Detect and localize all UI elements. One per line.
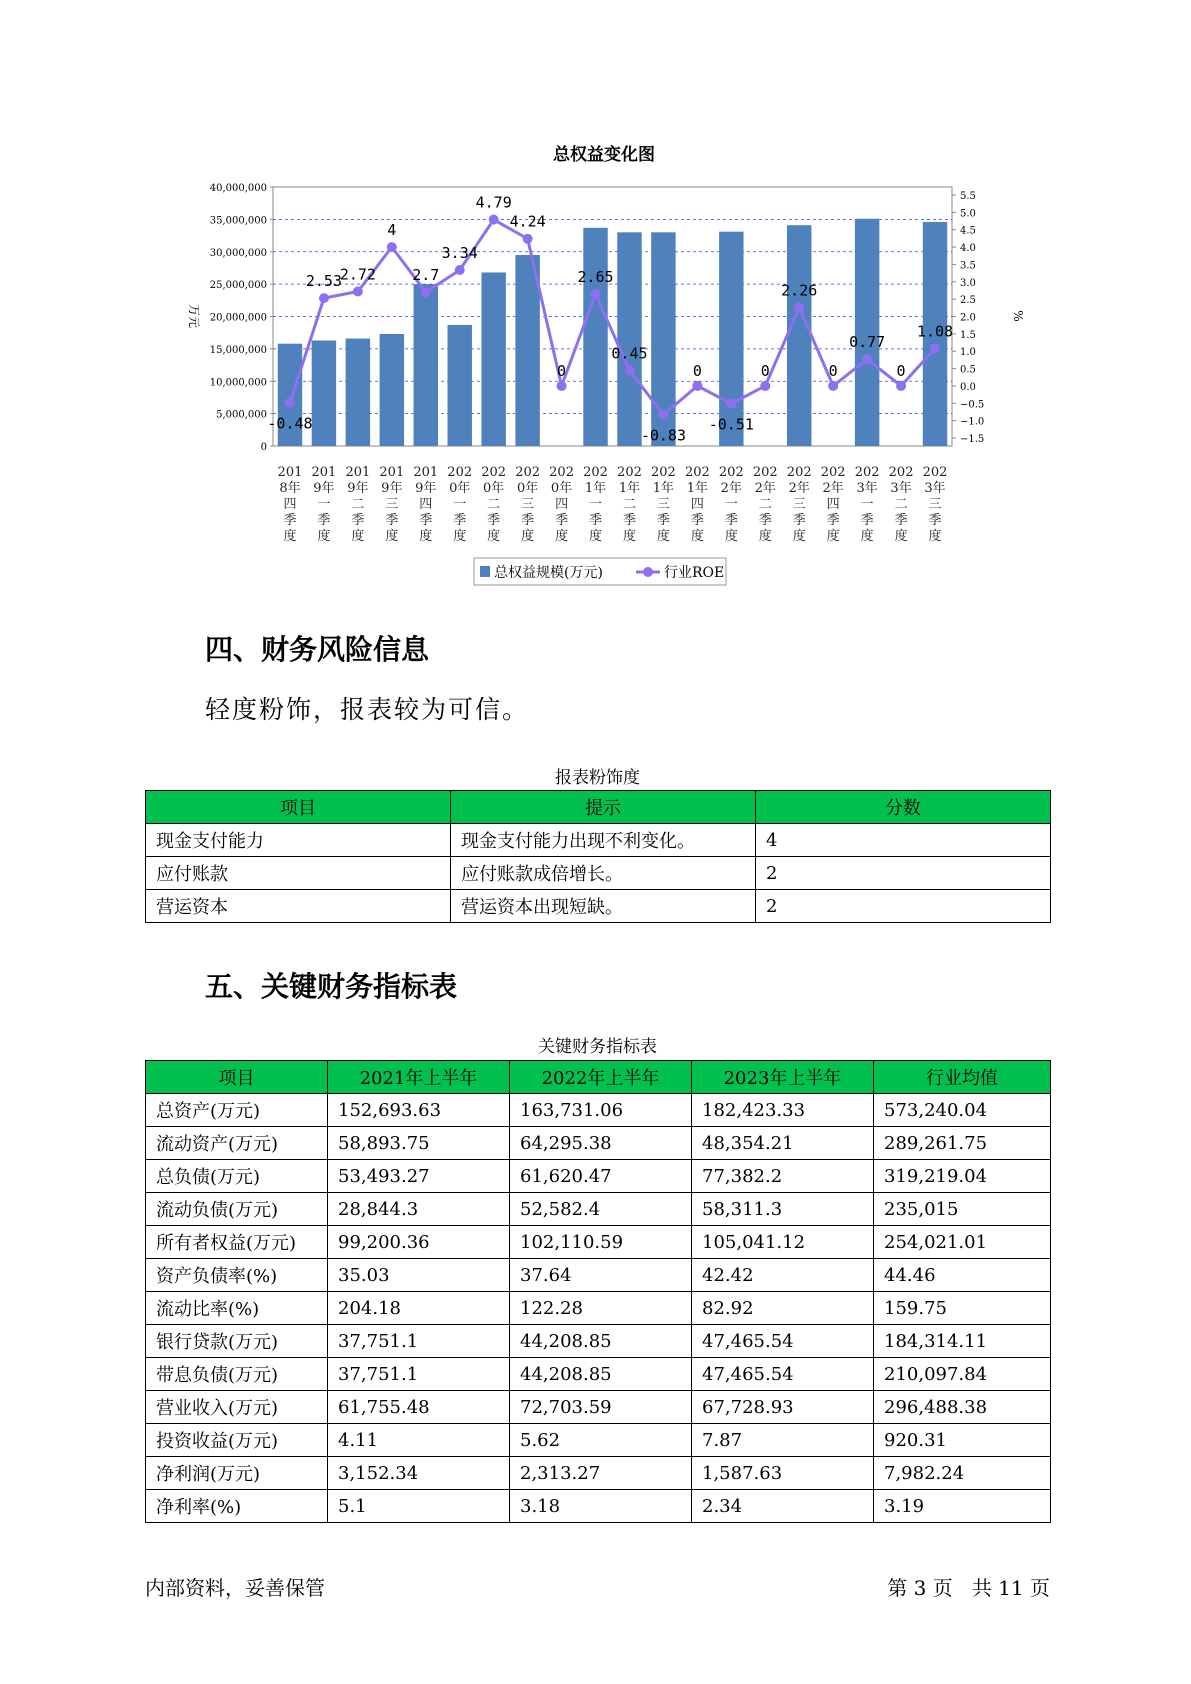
x-tick-label: 202 xyxy=(617,465,642,480)
x-tick-label: 四 xyxy=(555,497,569,512)
x-tick-label: 季 xyxy=(521,513,535,528)
risk-table-caption: 报表粉饰度 xyxy=(555,768,640,788)
y-left-tick-label: 40,000,000 xyxy=(209,183,267,194)
x-tick-label: 一 xyxy=(860,497,874,512)
table-cell: 77,382.2 xyxy=(692,1160,874,1193)
roe-data-label: -0.48 xyxy=(267,414,313,433)
table-cell: 流动比率(%) xyxy=(146,1292,328,1325)
legend-line-marker xyxy=(643,567,653,577)
x-tick-label: 202 xyxy=(515,465,541,480)
y-right-tick-label: 3.5 xyxy=(960,260,976,272)
roe-point xyxy=(624,365,634,375)
x-tick-label: 度 xyxy=(351,529,365,544)
table-cell: 204.18 xyxy=(328,1292,510,1325)
table-cell: 72,703.59 xyxy=(510,1391,692,1424)
table-cell: 2 xyxy=(756,890,1051,923)
table-cell: 37,751.1 xyxy=(328,1358,510,1391)
table-row xyxy=(146,1160,1051,1193)
x-tick-label: 202 xyxy=(651,465,676,480)
table-cell: 2,313.27 xyxy=(510,1457,692,1490)
y-right-tick-label: −0.5 xyxy=(960,399,985,411)
roe-data-label: -0.51 xyxy=(708,415,754,434)
roe-point xyxy=(353,287,363,297)
y-left-tick-label: 25,000,000 xyxy=(209,280,267,292)
x-tick-label: 202 xyxy=(481,465,507,480)
roe-data-label: 1.08 xyxy=(916,322,954,341)
x-tick-label: 一 xyxy=(317,497,331,512)
table-cell: 净利润(万元) xyxy=(146,1457,328,1490)
x-tick-label: 201 xyxy=(311,465,337,480)
y-right-tick-label: 0.0 xyxy=(960,381,976,393)
header-cell: 提示 xyxy=(451,791,756,824)
x-tick-label: 季 xyxy=(589,513,603,528)
y-left-tick-label: 35,000,000 xyxy=(209,215,267,227)
table-cell: 53,493.27 xyxy=(328,1160,510,1193)
roe-point xyxy=(692,381,702,391)
x-tick-label: 二 xyxy=(758,497,772,512)
table-cell: 44.46 xyxy=(874,1259,1051,1292)
table-cell: 3.19 xyxy=(874,1490,1051,1523)
x-tick-label: 季 xyxy=(453,513,467,528)
table-cell: 210,097.84 xyxy=(874,1358,1051,1391)
roe-data-label: 4.24 xyxy=(509,212,546,231)
x-tick-label: 202 xyxy=(922,465,948,480)
table-cell: 254,021.01 xyxy=(874,1226,1051,1259)
y-right-tick-label: 1.0 xyxy=(960,347,976,359)
x-tick-label: 202 xyxy=(718,465,744,480)
table-cell: 所有者权益(万元) xyxy=(146,1226,328,1259)
table-cell: 105,041.12 xyxy=(692,1226,874,1259)
x-tick-label: 二 xyxy=(487,497,501,512)
table-cell: 银行贷款(万元) xyxy=(146,1325,328,1358)
table-cell: 3.18 xyxy=(510,1490,692,1523)
y-right-tick-label: 5.5 xyxy=(960,191,976,202)
y-left-tick-label: 5,000,000 xyxy=(216,409,267,421)
roe-data-label: 0 xyxy=(557,361,567,380)
indicators-table-caption: 关键财务指标表 xyxy=(538,1037,657,1057)
y-left-tick-label: 10,000,000 xyxy=(209,377,267,389)
roe-data-label: 2.65 xyxy=(577,267,614,286)
table-cell: 159.75 xyxy=(874,1292,1051,1325)
table-row xyxy=(146,1292,1051,1325)
x-tick-label: 季 xyxy=(622,513,636,528)
x-tick-label: 一 xyxy=(724,497,738,512)
table-cell: 带息负债(万元) xyxy=(146,1358,328,1391)
x-tick-label: 202 xyxy=(854,465,880,480)
x-tick-label: 度 xyxy=(419,529,433,544)
table-cell: 61,620.47 xyxy=(510,1160,692,1193)
footer-page-number: 第 3 页 共 11 页 xyxy=(887,1576,1050,1600)
y-right-tick-label: 3.0 xyxy=(960,277,976,289)
x-tick-label: 度 xyxy=(690,529,704,544)
x-tick-label: 二 xyxy=(351,497,365,512)
roe-data-label: 0.45 xyxy=(611,344,648,363)
roe-point xyxy=(760,381,770,391)
table-cell: 5.1 xyxy=(328,1490,510,1523)
bar xyxy=(787,225,811,446)
x-tick-label: 度 xyxy=(826,529,840,544)
x-tick-label: 季 xyxy=(860,513,874,528)
x-tick-label: 度 xyxy=(724,529,738,544)
table-row xyxy=(146,1226,1051,1259)
table-cell: 47,465.54 xyxy=(692,1358,874,1391)
roe-data-label: 2.72 xyxy=(339,265,376,284)
x-tick-label: 9年 xyxy=(313,481,335,496)
roe-point xyxy=(523,234,533,244)
x-tick-label: 季 xyxy=(351,513,365,528)
roe-point xyxy=(658,410,668,420)
x-tick-label: 季 xyxy=(724,513,738,528)
bar xyxy=(719,232,743,446)
table-cell: 163,731.06 xyxy=(510,1094,692,1127)
x-tick-label: 202 xyxy=(583,465,608,480)
y-left-tick-label: 30,000,000 xyxy=(209,247,267,259)
bar xyxy=(346,339,370,446)
roe-point xyxy=(489,215,499,225)
x-tick-label: 202 xyxy=(684,465,710,480)
table-cell: 573,240.04 xyxy=(874,1094,1051,1127)
x-tick-label: 季 xyxy=(487,513,501,528)
table-cell: 流动负债(万元) xyxy=(146,1193,328,1226)
footer-confidential: 内部资料，妥善保管 xyxy=(145,1576,325,1600)
table-cell: 投资收益(万元) xyxy=(146,1424,328,1457)
table-cell: 64,295.38 xyxy=(510,1127,692,1160)
table-cell: 2.34 xyxy=(692,1490,874,1523)
table-cell: 28,844.3 xyxy=(328,1193,510,1226)
x-tick-label: 季 xyxy=(317,513,331,528)
table-cell: 1,587.63 xyxy=(692,1457,874,1490)
x-tick-label: 0年 xyxy=(550,481,573,496)
bar xyxy=(448,325,472,446)
section-heading-financial-risk: 四、财务风险信息 xyxy=(205,633,430,666)
x-tick-label: 度 xyxy=(283,529,297,544)
x-tick-label: 9年 xyxy=(381,481,403,496)
x-tick-label: 1年 xyxy=(652,481,675,496)
roe-data-label: 0 xyxy=(692,361,702,380)
table-cell: 152,693.63 xyxy=(328,1094,510,1127)
x-tick-label: 2年 xyxy=(720,481,742,496)
x-tick-label: 四 xyxy=(419,497,433,512)
table-cell: 现金支付能力 xyxy=(146,824,451,857)
y-axis-left-label: 万元 xyxy=(187,303,201,329)
roe-point xyxy=(557,381,567,391)
table-cell: 37,751.1 xyxy=(328,1325,510,1358)
x-tick-label: 201 xyxy=(345,465,371,480)
y-right-tick-label: −1.0 xyxy=(960,416,985,428)
table-cell: 48,354.21 xyxy=(692,1127,874,1160)
y-axis-right-label: % xyxy=(1011,310,1025,322)
x-tick-label: 季 xyxy=(690,513,704,528)
y-left-tick-label: 0 xyxy=(260,442,267,453)
roe-data-label: 2.26 xyxy=(781,281,818,300)
table-cell: 2 xyxy=(756,857,1051,890)
table-cell: 52,582.4 xyxy=(510,1193,692,1226)
bar xyxy=(380,334,404,446)
table-cell: 47,465.54 xyxy=(692,1325,874,1358)
table-cell: 应付账款成倍增长。 xyxy=(451,857,756,890)
key-indicators-table xyxy=(145,1060,1051,1523)
x-tick-label: 3年 xyxy=(924,481,946,496)
table-cell: 营运资本出现短缺。 xyxy=(451,890,756,923)
table-cell: 4 xyxy=(756,824,1051,857)
bar xyxy=(515,255,539,446)
table-cell: 总资产(万元) xyxy=(146,1094,328,1127)
table-row xyxy=(146,824,1051,857)
x-tick-label: 度 xyxy=(589,529,603,544)
x-tick-label: 3年 xyxy=(890,481,912,496)
table-row xyxy=(146,1094,1051,1127)
table-row xyxy=(146,890,1051,923)
bar xyxy=(617,232,641,446)
table-cell: 7,982.24 xyxy=(874,1457,1051,1490)
x-tick-label: 度 xyxy=(758,529,772,544)
x-tick-label: 0年 xyxy=(516,481,539,496)
table-row xyxy=(146,1490,1051,1523)
table-cell: 920.31 xyxy=(874,1424,1051,1457)
y-right-tick-label: 0.5 xyxy=(960,364,976,376)
x-tick-label: 季 xyxy=(385,513,399,528)
equity-chart xyxy=(160,130,1030,590)
x-tick-label: 2年 xyxy=(822,481,844,496)
header-cell: 行业均值 xyxy=(874,1061,1051,1094)
chart-title: 总权益变化图 xyxy=(553,145,655,165)
x-tick-label: 8年 xyxy=(279,481,301,496)
table-cell: 122.28 xyxy=(510,1292,692,1325)
x-tick-label: 四 xyxy=(690,497,704,512)
table-cell: 37.64 xyxy=(510,1259,692,1292)
whitewash-table xyxy=(145,790,1051,923)
table-cell: 182,423.33 xyxy=(692,1094,874,1127)
table-cell: 总负债(万元) xyxy=(146,1160,328,1193)
roe-point xyxy=(828,381,838,391)
roe-data-label: 0.77 xyxy=(849,333,886,352)
roe-data-label: 0 xyxy=(760,361,770,380)
x-tick-label: 一 xyxy=(453,497,467,512)
table-header-row xyxy=(146,791,1051,824)
table-cell: 7.87 xyxy=(692,1424,874,1457)
x-tick-label: 度 xyxy=(792,529,806,544)
y-right-tick-label: 2.5 xyxy=(960,295,976,307)
bar xyxy=(414,284,438,446)
x-tick-label: 3年 xyxy=(856,481,878,496)
y-left-tick-label: 15,000,000 xyxy=(209,344,267,356)
x-tick-label: 度 xyxy=(555,529,569,544)
roe-data-label: 2.7 xyxy=(412,266,440,285)
x-tick-label: 四 xyxy=(283,497,297,512)
table-cell: 资产负债率(%) xyxy=(146,1259,328,1292)
x-tick-label: 三 xyxy=(928,497,942,512)
x-tick-label: 二 xyxy=(894,497,908,512)
table-cell: 99,200.36 xyxy=(328,1226,510,1259)
table-cell: 35.03 xyxy=(328,1259,510,1292)
table-row xyxy=(146,1391,1051,1424)
x-tick-label: 度 xyxy=(317,529,331,544)
roe-data-label: 4.79 xyxy=(475,193,512,212)
x-tick-label: 202 xyxy=(752,465,778,480)
x-tick-label: 201 xyxy=(379,465,405,480)
x-tick-label: 9年 xyxy=(415,481,437,496)
table-cell: 42.42 xyxy=(692,1259,874,1292)
roe-point xyxy=(930,343,940,353)
header-cell: 项目 xyxy=(146,791,451,824)
table-row xyxy=(146,1127,1051,1160)
x-tick-label: 0年 xyxy=(449,481,471,496)
x-tick-label: 季 xyxy=(928,513,942,528)
table-cell: 流动资产(万元) xyxy=(146,1127,328,1160)
risk-summary-text: 轻度粉饰，报表较为可信。 xyxy=(205,695,530,724)
table-cell: 102,110.59 xyxy=(510,1226,692,1259)
x-tick-label: 二 xyxy=(622,497,636,512)
table-cell: 5.62 xyxy=(510,1424,692,1457)
roe-data-label: -0.83 xyxy=(640,426,687,445)
x-tick-label: 季 xyxy=(555,513,569,528)
table-row xyxy=(146,1325,1051,1358)
table-row xyxy=(146,1457,1051,1490)
roe-point xyxy=(319,293,329,303)
roe-data-label: 2.53 xyxy=(305,272,342,291)
table-cell: 4.11 xyxy=(328,1424,510,1457)
x-tick-label: 季 xyxy=(792,513,806,528)
x-tick-label: 度 xyxy=(860,529,874,544)
y-right-tick-label: 2.0 xyxy=(960,312,976,324)
x-tick-label: 2年 xyxy=(754,481,776,496)
x-tick-label: 三 xyxy=(656,497,670,512)
x-tick-label: 度 xyxy=(894,529,908,544)
x-tick-label: 季 xyxy=(826,513,840,528)
header-cell: 2022年上半年 xyxy=(510,1061,692,1094)
x-tick-label: 度 xyxy=(928,529,942,544)
bar xyxy=(583,228,607,446)
x-tick-label: 202 xyxy=(888,465,914,480)
x-tick-label: 季 xyxy=(656,513,670,528)
x-tick-label: 度 xyxy=(453,529,467,544)
roe-point xyxy=(421,287,431,297)
roe-point xyxy=(387,242,397,252)
x-tick-label: 季 xyxy=(419,513,433,528)
table-row xyxy=(146,1424,1051,1457)
header-cell: 分数 xyxy=(756,791,1051,824)
bar xyxy=(481,272,505,446)
roe-data-label: 0 xyxy=(828,361,838,380)
table-cell: 44,208.85 xyxy=(510,1358,692,1391)
table-cell: 289,261.75 xyxy=(874,1127,1051,1160)
x-tick-label: 202 xyxy=(820,465,846,480)
table-cell: 应付账款 xyxy=(146,857,451,890)
table-header-row xyxy=(146,1061,1051,1094)
bar xyxy=(312,340,336,446)
table-cell: 319,219.04 xyxy=(874,1160,1051,1193)
roe-data-label: 3.34 xyxy=(441,243,478,262)
table-row xyxy=(146,1358,1051,1391)
legend-bar-swatch xyxy=(480,566,490,577)
x-tick-label: 季 xyxy=(758,513,772,528)
roe-point xyxy=(794,302,804,312)
x-tick-label: 度 xyxy=(622,529,636,544)
roe-point xyxy=(455,265,465,275)
x-tick-label: 四 xyxy=(826,497,840,512)
roe-point xyxy=(862,354,872,364)
x-tick-label: 202 xyxy=(786,465,812,480)
table-cell: 58,311.3 xyxy=(692,1193,874,1226)
y-right-tick-label: 4.0 xyxy=(960,243,976,255)
x-tick-label: 季 xyxy=(894,513,908,528)
y-right-tick-label: −1.5 xyxy=(960,434,985,445)
table-cell: 44,208.85 xyxy=(510,1325,692,1358)
x-tick-label: 202 xyxy=(447,465,473,480)
section-heading-key-indicators: 五、关键财务指标表 xyxy=(205,970,458,1003)
x-tick-label: 度 xyxy=(385,529,399,544)
x-tick-label: 三 xyxy=(521,497,535,512)
header-cell: 项目 xyxy=(146,1061,328,1094)
table-cell: 184,314.11 xyxy=(874,1325,1051,1358)
x-tick-label: 1年 xyxy=(686,481,709,496)
roe-point xyxy=(591,289,601,299)
header-cell: 2023年上半年 xyxy=(692,1061,874,1094)
table-row xyxy=(146,857,1051,890)
x-tick-label: 2年 xyxy=(788,481,810,496)
x-tick-label: 三 xyxy=(792,497,806,512)
legend-bar-label: 总权益规模(万元) xyxy=(494,565,603,581)
roe-point xyxy=(896,381,906,391)
table-cell: 营业收入(万元) xyxy=(146,1391,328,1424)
table-cell: 61,755.48 xyxy=(328,1391,510,1424)
table-cell: 营运资本 xyxy=(146,890,451,923)
x-tick-label: 201 xyxy=(413,465,439,480)
y-right-tick-label: 1.5 xyxy=(960,329,976,341)
table-cell: 296,488.38 xyxy=(874,1391,1051,1424)
legend-line-label: 行业ROE xyxy=(664,565,725,581)
roe-data-label: 0 xyxy=(896,361,906,380)
y-right-tick-label: 4.5 xyxy=(960,225,976,237)
table-cell: 现金支付能力出现不利变化。 xyxy=(451,824,756,857)
roe-point xyxy=(285,398,295,408)
y-right-tick-label: 5.0 xyxy=(960,208,976,220)
table-row xyxy=(146,1259,1051,1292)
x-tick-label: 一 xyxy=(589,497,603,512)
table-cell: 67,728.93 xyxy=(692,1391,874,1424)
x-tick-label: 度 xyxy=(656,529,670,544)
table-cell: 235,015 xyxy=(874,1193,1051,1226)
x-tick-label: 三 xyxy=(385,497,399,512)
table-cell: 3,152.34 xyxy=(328,1457,510,1490)
x-tick-label: 1年 xyxy=(618,481,641,496)
x-tick-label: 9年 xyxy=(347,481,369,496)
x-tick-label: 度 xyxy=(487,529,501,544)
roe-point xyxy=(726,399,736,409)
roe-data-label: 4 xyxy=(387,221,397,240)
x-tick-label: 0年 xyxy=(483,481,505,496)
table-cell: 58,893.75 xyxy=(328,1127,510,1160)
table-row xyxy=(146,1193,1051,1226)
table-cell: 净利率(%) xyxy=(146,1490,328,1523)
x-tick-label: 202 xyxy=(549,465,574,480)
y-left-tick-label: 20,000,000 xyxy=(209,312,267,324)
x-tick-label: 201 xyxy=(277,465,303,480)
x-tick-label: 1年 xyxy=(584,481,607,496)
header-cell: 2021年上半年 xyxy=(328,1061,510,1094)
x-tick-label: 度 xyxy=(521,529,535,544)
x-tick-label: 季 xyxy=(283,513,297,528)
table-cell: 82.92 xyxy=(692,1292,874,1325)
